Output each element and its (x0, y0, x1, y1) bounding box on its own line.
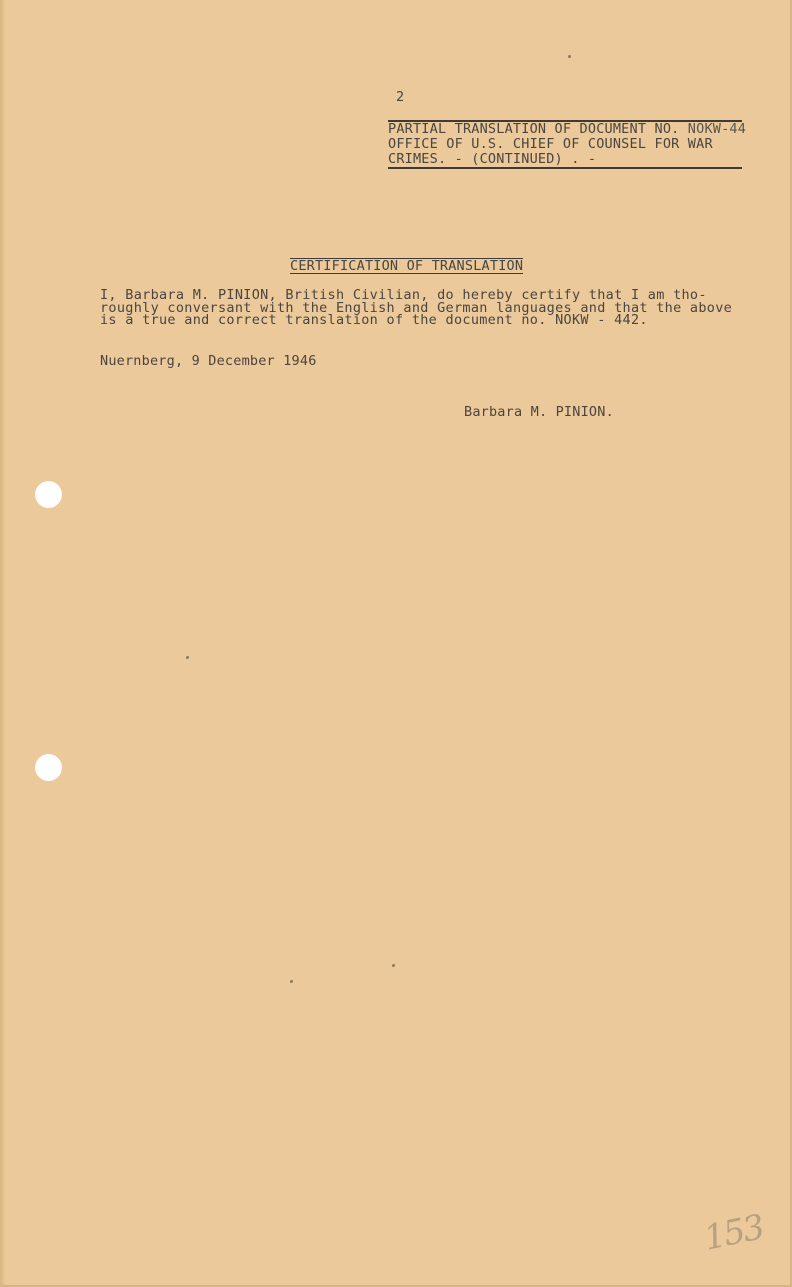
signature: Barbara M. PINION. (464, 404, 614, 420)
punch-hole-top (35, 481, 62, 508)
body-line-3: is a true and correct translation of the document no. NOKW - 442. (100, 312, 648, 328)
paper-speck (186, 656, 189, 659)
paper-speck (290, 980, 293, 983)
page-number: 2 (396, 89, 405, 105)
header-line-1 (388, 121, 747, 137)
punch-hole-bottom (35, 754, 62, 781)
paper-speck (568, 55, 571, 58)
body-line-2: roughly conversant with the English and German languages and that the above (100, 299, 733, 316)
header-bottom-rule (388, 167, 742, 169)
header-line-3: CRIMES. - (CONTINUED) . - (388, 151, 597, 167)
place-date: Nuernberg, 9 December 1946 (100, 353, 317, 369)
header-line-2: OFFICE OF U.S. CHIEF OF COUNSEL FOR WAR (388, 136, 713, 152)
paper-speck (392, 964, 395, 967)
document-header (388, 120, 747, 169)
handwritten-folio-number: 153 (700, 1207, 767, 1259)
header-title: PARTIAL TRANSLATION OF DOCUMENT NO. (388, 121, 688, 137)
header-reference: NOKW-44 (687, 121, 747, 137)
body-line-1: I, Barbara M. PINION, British Civilian, do hereby certify that I am tho- (100, 287, 707, 303)
certification-title: CERTIFICATION OF TRANSLATION (290, 258, 524, 274)
certification-body (100, 289, 732, 327)
